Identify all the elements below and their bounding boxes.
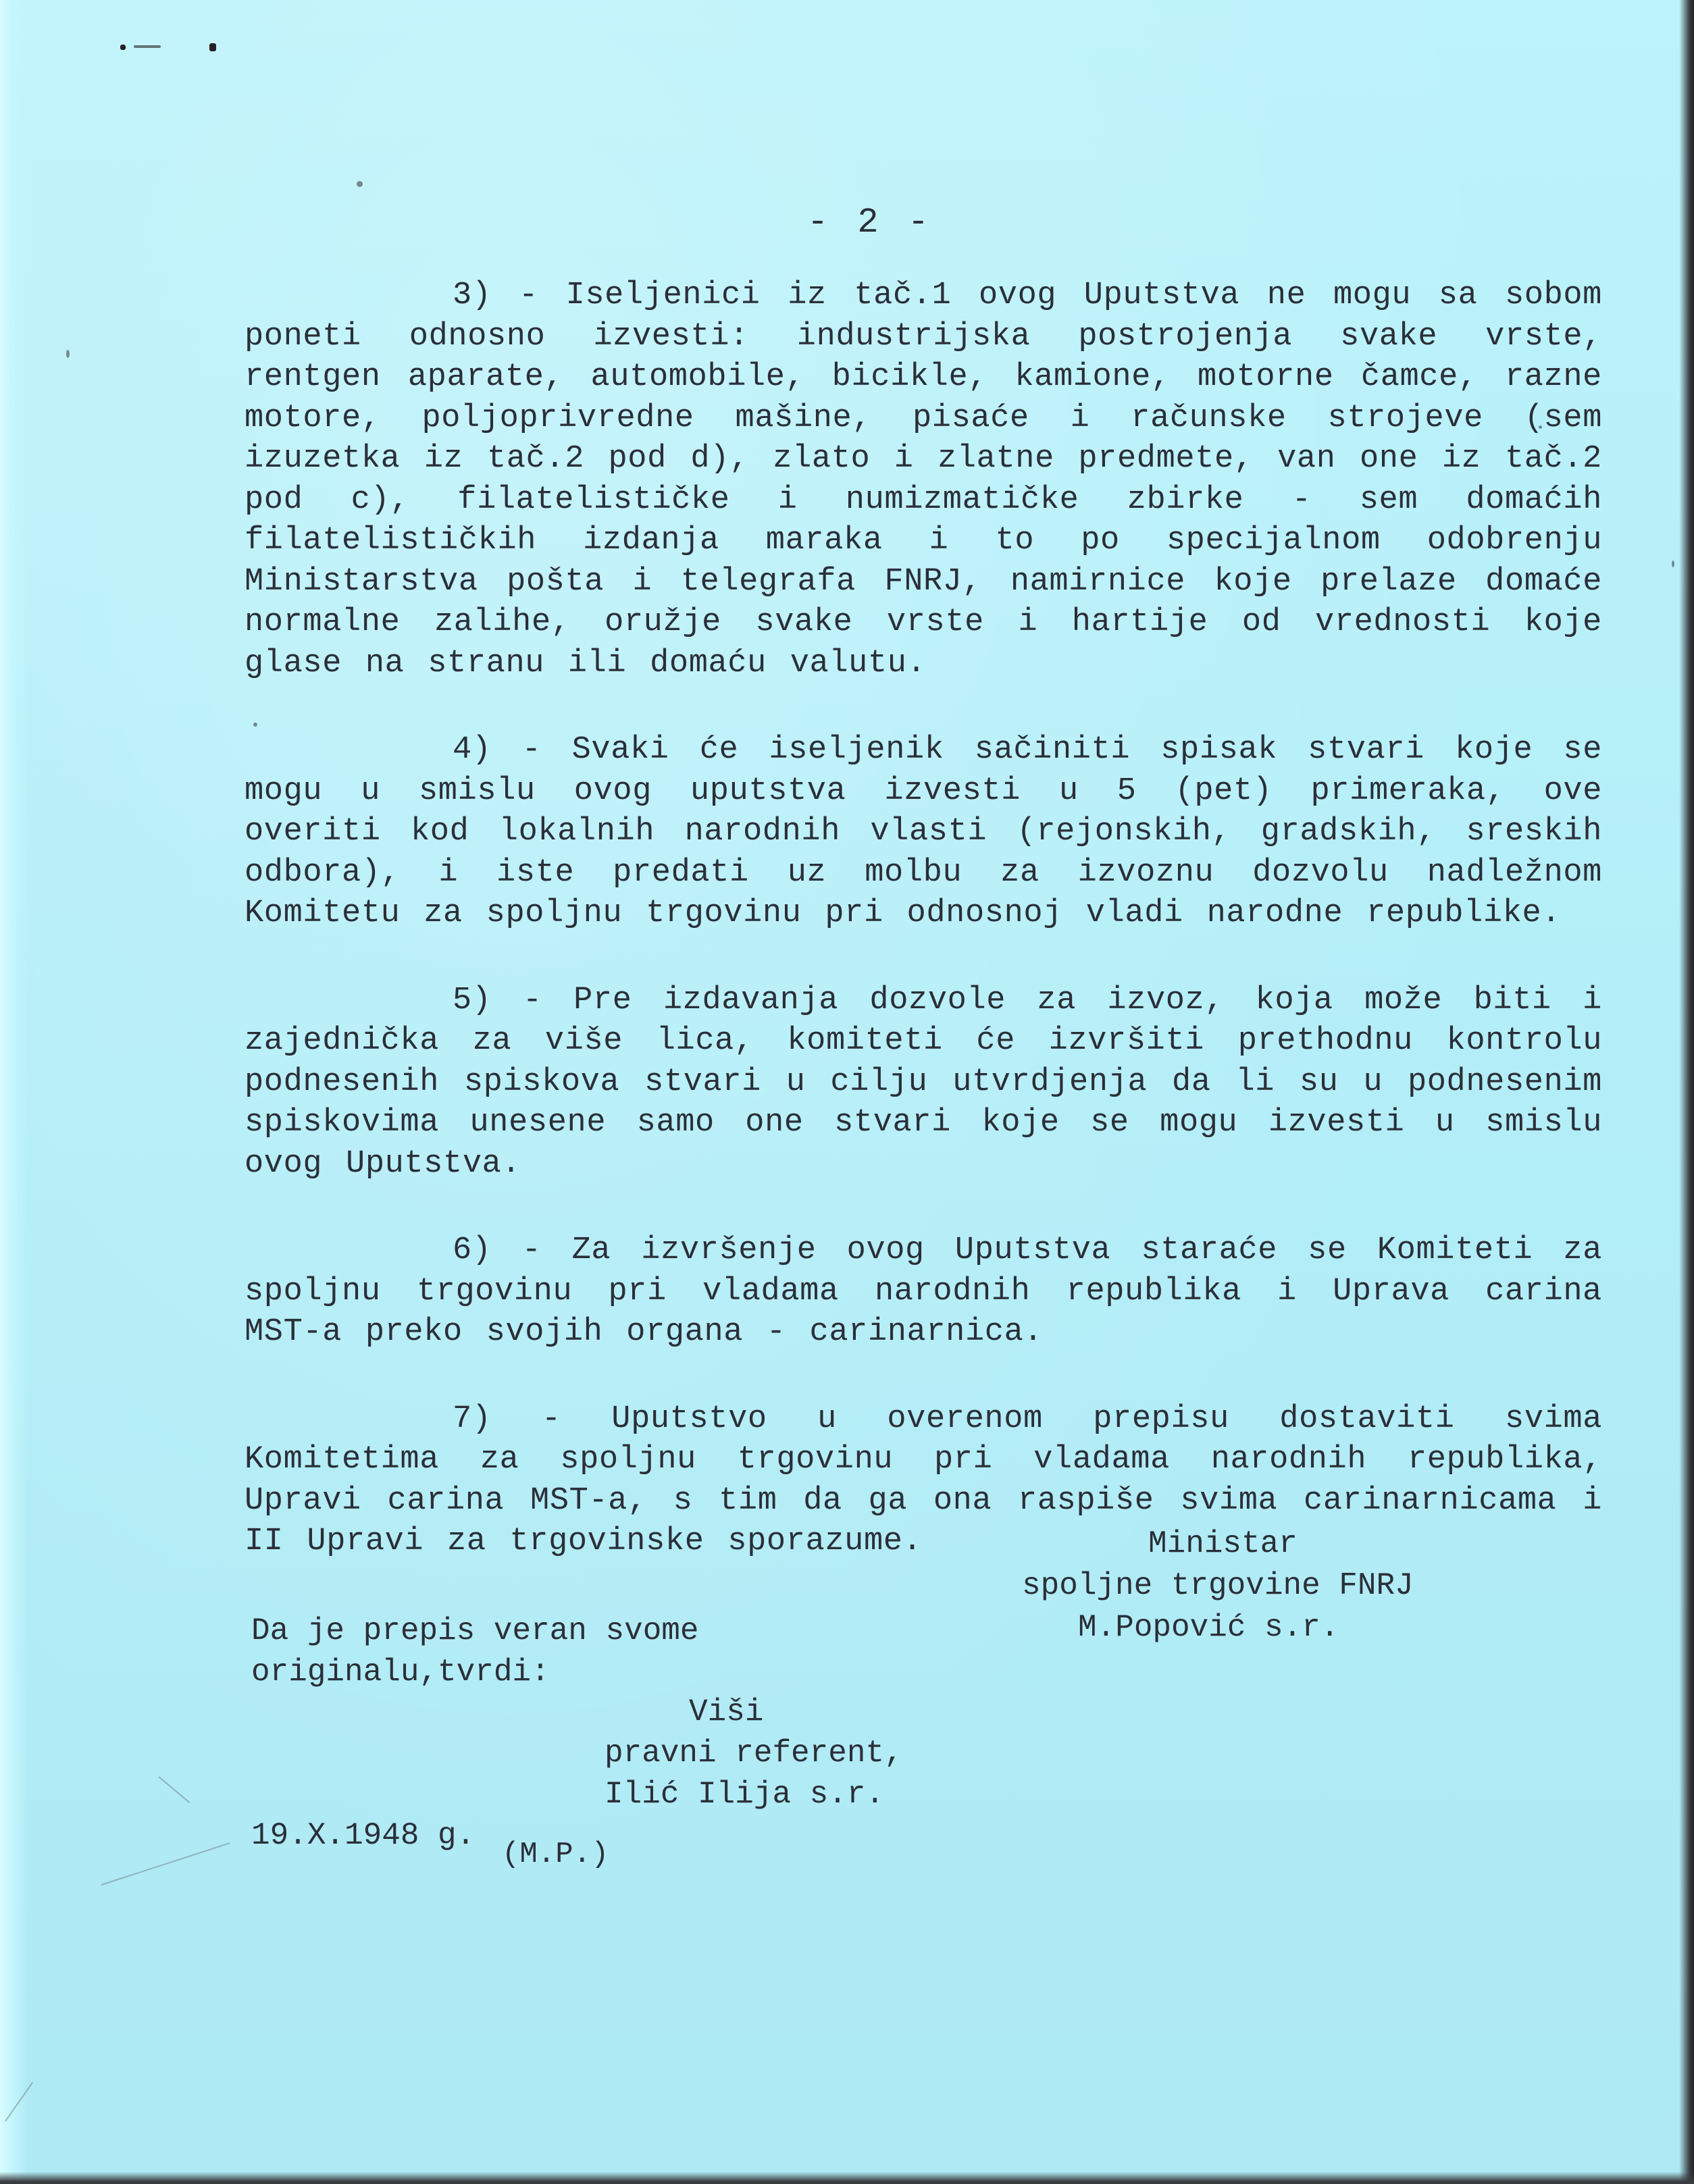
paragraph-5: 5) - Pre izdavanja dozvole za izvoz, koja može biti i zajednička za više lica, komiteti će izvršiti prethodnu kontrolu podnesenih spiskova stvari u cilju utvrdjenja da li su u podnesenim spiskovima unesene samo one stvari koje se mogu izvesti u smislu ovog Uputstva. — [245, 982, 1602, 1182]
ink-speck — [1672, 561, 1674, 567]
ink-speck — [66, 350, 70, 358]
ink-speck — [357, 181, 363, 187]
referent-title: pravni referent, — [605, 1736, 903, 1771]
certification-line-2: originalu,tvrdi: — [251, 1655, 550, 1690]
pencil-stroke — [158, 1776, 190, 1803]
paragraph-4: 4) - Svaki će iseljenik sačiniti spisak stvari koje se mogu u smislu ovog uputstva izvesti u 5 (pet) primeraka, ove overiti kod lokalnih narodnih vlasti (rejonskih, gradskih, sreskih odbora), i iste predati uz molbu za izvoznu dozvolu nadležnom Komitetu za spoljnu trgovinu pri odnosnoj vladi narodne republike. — [245, 732, 1602, 931]
signature-office: spoljne trgovine FNRJ — [1022, 1568, 1414, 1603]
paragraph-6: 6) - Za izvršenje ovog Uputstva staraće se Komiteti za spoljnu trgovinu pri vladama narodnih republika i Uprava carina MST-a preko svojih organa - carinarnica. — [245, 1232, 1602, 1350]
referent-name: Ilić Ilija s.r. — [605, 1777, 885, 1812]
right-scan-border — [1679, 0, 1694, 2184]
left-page-edge — [0, 0, 28, 2184]
certification-block — [251, 1611, 1062, 1693]
signature-title: Ministar — [1148, 1526, 1298, 1561]
certification-line-1: Da je prepis veran svome — [251, 1613, 699, 1648]
corner-ink-mark — [115, 42, 196, 51]
referent-rank: Viši — [689, 1694, 764, 1730]
page-number: - 2 - — [807, 203, 933, 242]
bottom-scan-border — [0, 2172, 1694, 2184]
minister-signature-block — [1013, 1523, 1486, 1648]
referent-block — [605, 1692, 903, 1815]
paragraph-3: 3) - Iseljenici iz tač.1 ovog Uputstva ne mogu sa sobom poneti odnosno izvesti: industrijska postrojenja svake vrste, rentgen aparate, automobile, bicikle, kamione, motorne čamce, razne motore, poljoprivredne mašine, pisaće i računske strojeve (sem izuzetka iz tač.2 pod d), zlato i zlatne predmete, van one iz tač.2 pod c), filatelističke i numizmatičke zbirke - sem domaćih filatelističkih izdanja maraka i to po specijalnom odobrenju Ministarstva pošta i telegrafa FNRJ, namirnice koje prelaze domaće normalne zalihe, oružje svake vrste i hartije od vrednosti koje glase na stranu ili domaću valutu. — [245, 278, 1602, 681]
paragraph-7: 7) - Uputstvo u overenom prepisu dostaviti svima Komitetima za spoljnu trgovinu pri vladama narodnih republika, Upravi carina MST-a, s tim da ga ona raspiše svima carinarnicama i II Upravi za trgovinske sporazume. — [245, 1401, 1602, 1559]
signature-name: M.Popović s.r. — [1078, 1610, 1339, 1645]
document-body — [245, 276, 1602, 1609]
document-date: 19.X.1948 g. — [251, 1818, 476, 1853]
stamp-mark: (M.P.) — [502, 1838, 609, 1871]
pencil-stroke — [101, 1842, 230, 1886]
